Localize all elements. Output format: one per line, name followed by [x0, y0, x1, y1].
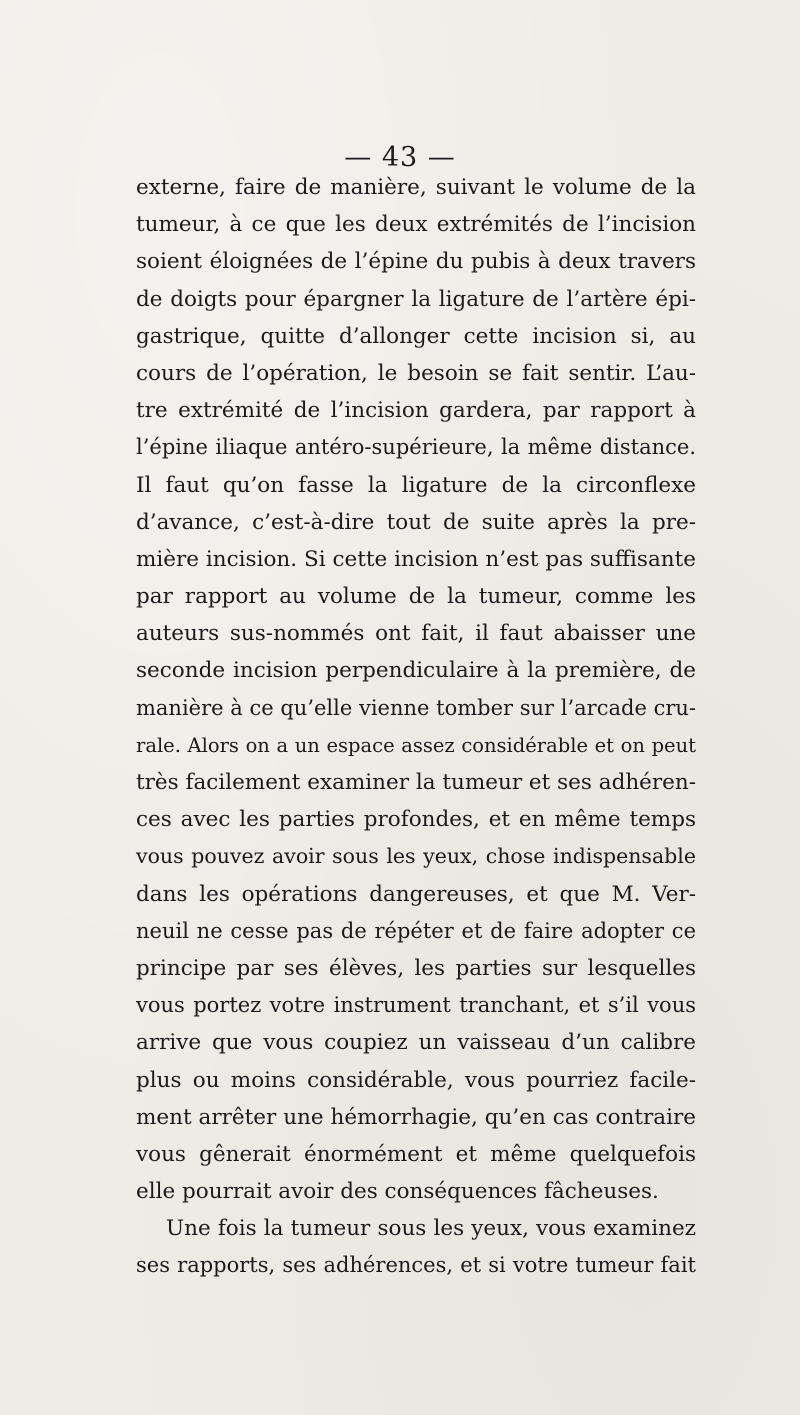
text-line-26: ment arrêter une hémorrhagie, qu’en cas contraire — [136, 1104, 696, 1130]
text-line-1: externe, faire de manière, suivant le volume de la — [136, 175, 696, 200]
text-line-23: vous portez votre instrument tranchant, et s’il vous — [136, 993, 696, 1018]
text-line-22: principe par ses élèves, les parties sur lesquelles — [136, 955, 696, 981]
text-line-24: arrive que vous coupiez un vaisseau d’un calibre — [136, 1030, 696, 1056]
text-line-8: l’épine iliaque antéro-supérieure, la même distance. — [136, 435, 696, 460]
text-line-20: dans les opérations dangereuses, et que M. Ver- — [136, 881, 696, 907]
page-number: — 43 — — [344, 142, 456, 173]
body-text — [136, 169, 696, 1285]
text-line-3: soient éloignées de l’épine du pubis à deux travers — [136, 249, 696, 275]
text-line-11: mière incision. Si cette incision n’est pas suffisante — [136, 546, 696, 572]
text-line-17: très facilement examiner la tumeur et ses adhéren- — [136, 770, 697, 795]
text-line-4: de doigts pour épargner la ligature de l’artère épi- — [136, 286, 696, 312]
text-line-18: ces avec les parties profondes, et en même temps — [136, 807, 696, 833]
text-line-6: cours de l’opération, le besoin se fait sentir. L’au- — [136, 360, 696, 386]
text-line-2: tumeur, à ce que les deux extrémités de l’incision — [136, 212, 696, 238]
text-line-5: gastrique, quitte d’allonger cette incision si, au — [136, 323, 696, 349]
text-line-21: neuil ne cesse pas de répéter et de faire adopter ce — [136, 918, 696, 943]
text-line-29: Une fois la tumeur sous les yeux, vous examinez — [166, 1216, 696, 1242]
text-line-30: ses rapports, ses adhérences, et si votre tumeur fait — [136, 1253, 696, 1278]
text-line-7: tre extrémité de l’incision gardera, par rapport à — [136, 398, 696, 424]
text-line-16: rale. Alors on a un espace assez considérable et on peut — [136, 733, 696, 757]
text-line-27: vous gênerait énormément et même quelquefois — [136, 1141, 696, 1167]
text-line-15: manière à ce qu’elle vienne tomber sur l’arcade cru- — [136, 695, 696, 720]
text-line-28: elle pourrait avoir des conséquences fâcheuses. — [136, 1179, 659, 1205]
text-line-13: auteurs sus-nommés ont fait, il faut abaisser une — [136, 621, 696, 647]
text-line-25: plus ou moins considérable, vous pourriez facile- — [136, 1067, 696, 1093]
text-line-12: par rapport au volume de la tumeur, comme les — [136, 584, 696, 610]
text-line-9: Il faut qu’on fasse la ligature de la circonflexe — [136, 472, 696, 498]
text-line-10: d’avance, c’est-à-dire tout de suite après la pre- — [136, 509, 696, 535]
text-line-14: seconde incision perpendiculaire à la première, de — [136, 658, 696, 684]
text-line-19: vous pouvez avoir sous les yeux, chose indispensable — [136, 844, 696, 869]
